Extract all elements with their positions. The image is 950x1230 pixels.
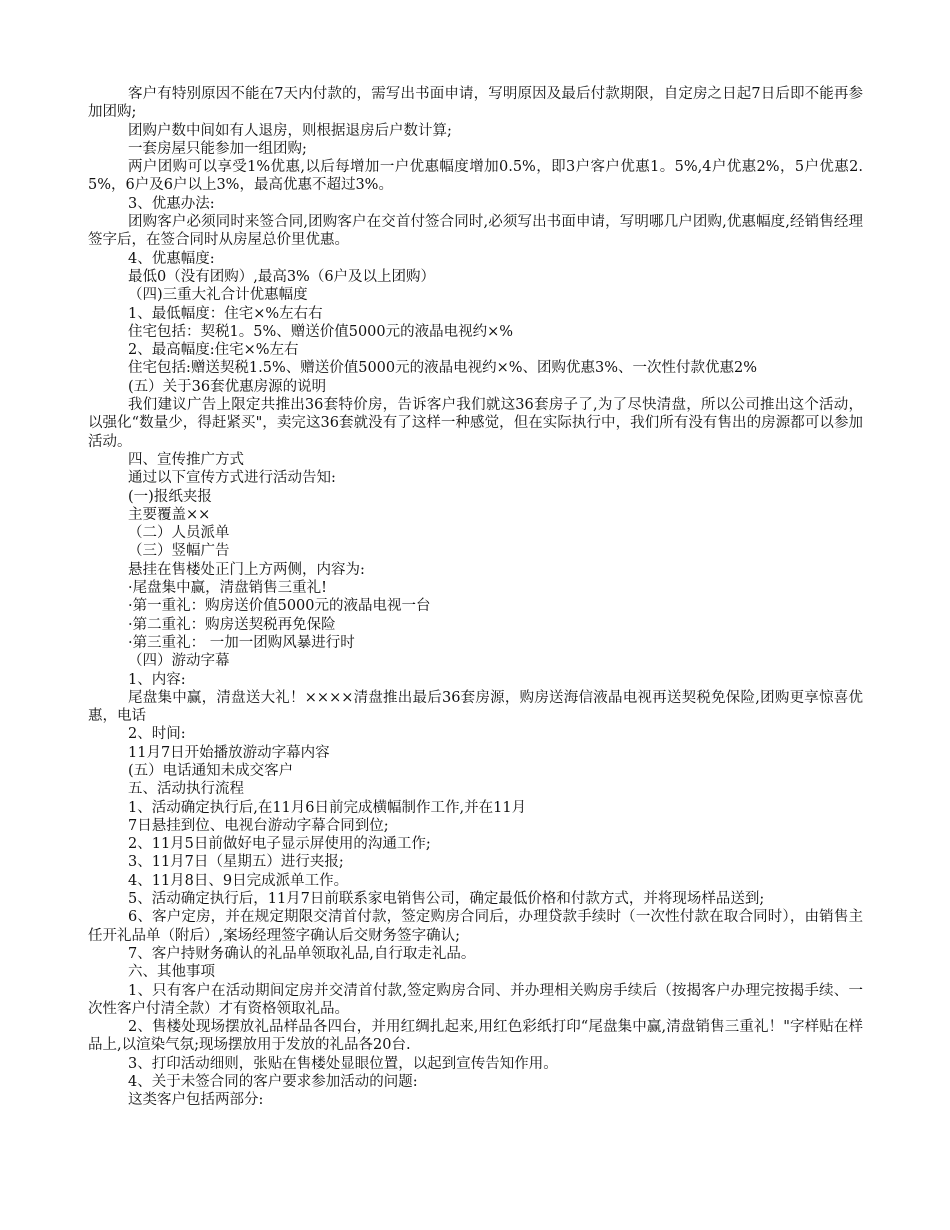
paragraph: (五）关于36套优惠房源的说明 [128, 378, 327, 395]
paragraph: （三）竖幅广告 [128, 543, 230, 560]
paragraph: 我们建议广告上限定共推出36套特价房，告诉客户我们就这36套房子了,为了尽快清盘，所以公司推出这个活动，以强化“数量少，得赶紧买"，卖完这36套就没有了这样一种感觉，但在实际执行中，我们所有没有售出的房源都可以参加活动。 [88, 397, 863, 450]
paragraph: 4、优惠幅度: [128, 250, 215, 267]
paragraph: 六、其他事项 [128, 964, 215, 981]
paragraph: 团购客户必须同时来签合同,团购客户在交首付签合同时,必须写出书面申请，写明哪几户团购,优惠幅度,经销售经理签字后，在签合同时从房屋总价里优惠。 [88, 214, 863, 249]
paragraph: 五、活动执行流程 [128, 781, 244, 798]
paragraph: 主要覆盖×× [128, 506, 211, 523]
paragraph: 团购户数中间如有人退房，则根据退房后户数计算; [128, 122, 452, 139]
paragraph: ·第二重礼：购房送契税再免保险 [128, 616, 336, 633]
paragraph: 1、只有客户在活动期间定房并交清首付款,签定购房合同、并办理相关购房手续后（按揭客户办理完按揭手续、一次性客户付清全款）才有资格领取礼品。 [88, 982, 863, 1017]
paragraph: 6、客户定房，并在规定期限交清首付款，签定购房合同后，办理贷款手续时（一次性付款在取合同时），由销售主任开礼品单（附后）,案场经理签字确认后交财务签字确认; [88, 909, 863, 944]
paragraph: 2、时间: [128, 726, 186, 743]
paragraph: 四、宣传推广方式 [128, 451, 244, 468]
paragraph: 4、11月8日、9日完成派单工作。 [128, 872, 349, 889]
paragraph: 2、最高幅度:住宅×%左右 [128, 342, 299, 359]
paragraph: 2、售楼处现场摆放礼品样品各四台，并用红绸扎起来,用红色彩纸打印“尾盘集中赢,清盘销售三重礼！"字样贴在样品上,以渲染气氛;现场摆放用于发放的礼品各20台. [88, 1019, 863, 1054]
paragraph: 7、客户持财务确认的礼品单领取礼品,自行取走礼品。 [128, 945, 476, 962]
paragraph: （二）人员派单 [128, 525, 230, 542]
paragraph: 这类客户包括两部分: [128, 1092, 264, 1109]
paragraph: 1、活动确定执行后,在11月6日前完成横幅制作工作,并在11月 [128, 799, 527, 816]
paragraph: ·尾盘集中赢，清盘销售三重礼! [128, 580, 327, 597]
paragraph: 悬挂在售楼处正门上方两侧，内容为: [128, 561, 365, 578]
paragraph: 3、优惠办法: [128, 195, 215, 212]
paragraph: 2、11月5日前做好电子显示屏使用的沟通工作; [128, 836, 431, 853]
paragraph: 11月7日开始播放游动字幕内容 [128, 744, 330, 761]
paragraph: 客户有特别原因不能在7天内付款的，需写出书面申请，写明原因及最后付款期限，自定房之日起7日后即不能再参加团购; [88, 86, 863, 121]
paragraph: 4、关于未签合同的客户要求参加活动的问题: [128, 1074, 418, 1091]
paragraph: 7日悬挂到位、电视台游动字幕合同到位; [128, 817, 389, 834]
paragraph: 住宅包括：契税1。5%、赠送价值5000元的液晶电视约×% [128, 323, 514, 340]
paragraph: 3、打印活动细则，张贴在售楼处显眼位置，以起到宣传告知作用。 [128, 1055, 558, 1072]
paragraph: 两户团购可以享受1%优惠,以后每增加一户优惠幅度增加0.5%，即3户客户优惠1。5%,4户优惠2%，5户优惠2.5%，6户及6户以上3%，最高优惠不超过3%。 [88, 159, 863, 194]
paragraph: (一)报纸夹报 [128, 488, 212, 505]
paragraph: 住宅包括:赠送契税1.5%、赠送价值5000元的液晶电视约×%、团购优惠3%、一次性付款优惠2% [128, 360, 758, 377]
paragraph: （四)三重大礼合计优惠幅度 [128, 287, 308, 304]
paragraph: 通过以下宣传方式进行活动告知: [128, 470, 336, 487]
paragraph: ·第三重礼： 一加一团购风暴进行时 [128, 634, 355, 651]
paragraph: 1、最低幅度：住宅×%左右右 [128, 305, 323, 322]
paragraph: 3、11月7日（星期五）进行夹报; [128, 854, 344, 871]
paragraph: ·第一重礼：购房送价值5000元的液晶电视一台 [128, 598, 431, 615]
paragraph: (五）电话通知未成交客户 [128, 762, 294, 779]
paragraph: 5、活动确定执行后，11月7日前联系家电销售公司，确定最低价格和付款方式，并将现场样品送到; [128, 891, 765, 908]
document-page [88, 85, 863, 1110]
paragraph: 最低0（没有团购）,最高3%（6户及以上团购） [128, 268, 436, 285]
paragraph: 尾盘集中赢，清盘送大礼！××××清盘推出最后36套房源，购房送海信液晶电视再送契税免保险,团购更享惊喜优惠，电话 [88, 689, 863, 725]
paragraph: 1、内容: [128, 671, 186, 688]
paragraph: （四）游动字幕 [128, 653, 230, 670]
paragraph: 一套房屋只能参加一组团购; [128, 140, 307, 157]
